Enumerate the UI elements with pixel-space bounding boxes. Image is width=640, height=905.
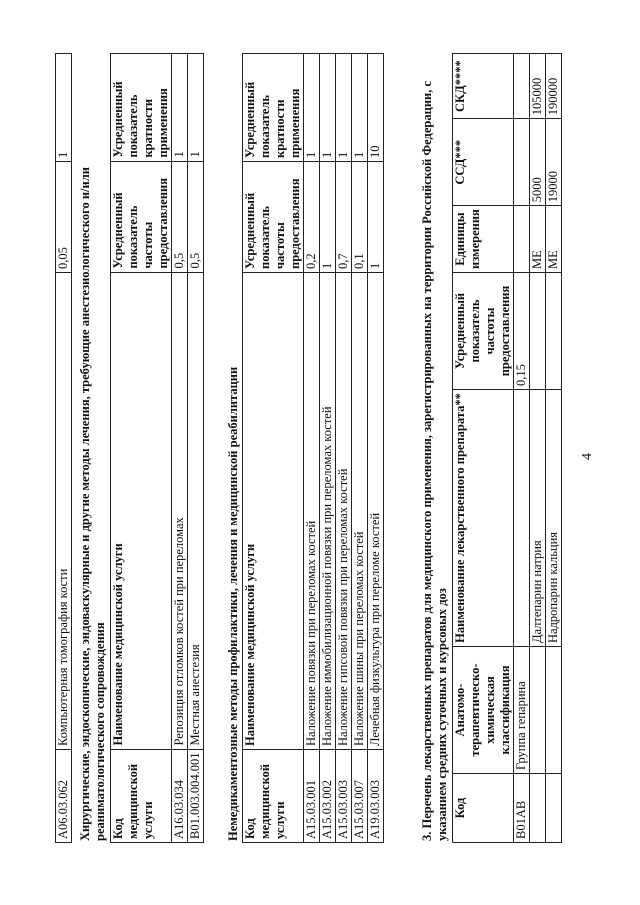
- page-number: 4: [580, 453, 595, 460]
- header-mult: Усредненный показатель кратности применения: [243, 54, 304, 162]
- header-name: Наименование медицинской услуги: [243, 273, 304, 750]
- table-surgery: [110, 53, 204, 843]
- code-cell: A15.03.002: [320, 750, 336, 843]
- mult-cell: 1: [320, 54, 336, 162]
- ssd-cell: 19000: [546, 119, 562, 206]
- freq-cell: 1: [320, 162, 336, 273]
- table-rehab: [242, 53, 384, 843]
- table-row: [172, 54, 188, 843]
- table-row: [352, 54, 368, 843]
- table-row: [514, 54, 530, 843]
- freq-cell: 1: [368, 162, 384, 273]
- code-cell: A06.03.062: [56, 750, 72, 843]
- skd-cell: 190000: [546, 54, 562, 119]
- mult-cell: 1: [56, 54, 72, 162]
- header-code: Код медицинской услуги: [243, 750, 304, 843]
- table-row: [530, 54, 546, 843]
- name-cell: Лечебная физкультура при переломе костей: [368, 273, 384, 750]
- code-cell: A15.03.001: [304, 750, 320, 843]
- header-freq: Усредненный показатель частоты предоставления: [243, 162, 304, 273]
- header-unit: Единицы измерения: [453, 206, 514, 273]
- empty-cell: [546, 647, 562, 774]
- code-cell: A15.03.007: [352, 750, 368, 843]
- mult-cell: 1: [304, 54, 320, 162]
- header-atc: Анатомо-терапевтическо-химическая классификация: [453, 647, 514, 774]
- name-cell: Наложение шины при переломах костей: [352, 273, 368, 750]
- header-drug-name: Наименование лекарственного препарата**: [453, 390, 514, 647]
- section-surgery-title: Хирургические, эндоскопические, эндоваскулярные и другие методы лечения, требующие анестезиологического и/или реаниматологического сопровождения: [78, 167, 107, 841]
- table-row: [368, 54, 384, 843]
- header-name: Наименование медицинской услуги: [111, 272, 172, 749]
- table-drugs: [452, 53, 562, 843]
- unit-cell: МЕ: [530, 206, 546, 273]
- code-cell: A19.03.003: [368, 750, 384, 843]
- table-header-row: [453, 54, 514, 843]
- code-cell: B01.003.004.001: [188, 749, 204, 842]
- mult-cell: 1: [352, 54, 368, 162]
- mult-cell: 1: [172, 54, 188, 162]
- skd-cell: 105000: [530, 54, 546, 119]
- section-rehab-title: Немедикаментозные методы профилактики, лечения и медицинской реабилитации: [226, 366, 240, 841]
- header-code: Код медицинской услуги: [111, 749, 172, 842]
- group-name-cell: Группа гепарина: [514, 647, 530, 774]
- header-freq: Усредненный показатель частоты предоставления: [453, 273, 514, 390]
- freq-cell: 0,1: [352, 162, 368, 273]
- freq-cell: 0,5: [188, 161, 204, 272]
- header-mult: Усредненный показатель кратности применения: [111, 54, 172, 162]
- freq-cell: 0,5: [172, 161, 188, 272]
- empty-cell: [514, 119, 530, 206]
- mult-cell: 1: [188, 54, 204, 162]
- name-cell: Репозиция отломков костей при переломах: [172, 272, 188, 749]
- header-freq: Усредненный показатель частоты предоставления: [111, 161, 172, 272]
- drug-name-cell: Надропарин кальция: [546, 390, 562, 647]
- table-row: [320, 54, 336, 843]
- ssd-cell: 5000: [530, 119, 546, 206]
- empty-cell: [530, 273, 546, 390]
- empty-cell: [546, 774, 562, 843]
- group-code-cell: B01AB: [514, 774, 530, 843]
- name-cell: Наложение иммобилизационной повязки при переломах костей: [320, 273, 336, 750]
- table-row: [546, 54, 562, 843]
- table-header-row: [111, 54, 172, 843]
- code-cell: A15.03.003: [336, 750, 352, 843]
- name-cell: Компьютерная томография кости: [56, 273, 72, 750]
- empty-cell: [530, 647, 546, 774]
- section-drugs-title: 3. Перечень лекарственных препаратов для медицинского применения, зарегистрированных на территории Российской Федерации, с указанием средних суточных и курсовых доз: [420, 80, 449, 841]
- mult-cell: 1: [336, 54, 352, 162]
- table-row: [56, 54, 72, 843]
- drug-name-cell: Далтепарин натрия: [530, 390, 546, 647]
- table-header-row: [243, 54, 304, 843]
- header-ssd: ССД***: [453, 119, 514, 206]
- table-row: [188, 54, 204, 843]
- empty-cell: [514, 206, 530, 273]
- code-cell: A16.03.034: [172, 749, 188, 842]
- unit-cell: МЕ: [546, 206, 562, 273]
- table-row: [304, 54, 320, 843]
- header-code: Код: [453, 774, 514, 843]
- freq-cell: 0,05: [56, 162, 72, 273]
- empty-cell: [514, 390, 530, 647]
- empty-cell: [546, 273, 562, 390]
- table-row: [336, 54, 352, 843]
- name-cell: Местная анестезия: [188, 272, 204, 749]
- table-tomography: [55, 53, 72, 843]
- name-cell: Наложение гипсовой повязки при переломах костей: [336, 273, 352, 750]
- mult-cell: 10: [368, 54, 384, 162]
- header-skd: СКД****: [453, 54, 514, 119]
- name-cell: Наложение повязки при переломах костей: [304, 273, 320, 750]
- group-freq-cell: 0,15: [514, 273, 530, 390]
- empty-cell: [530, 774, 546, 843]
- freq-cell: 0,7: [336, 162, 352, 273]
- empty-cell: [514, 54, 530, 119]
- freq-cell: 0,2: [304, 162, 320, 273]
